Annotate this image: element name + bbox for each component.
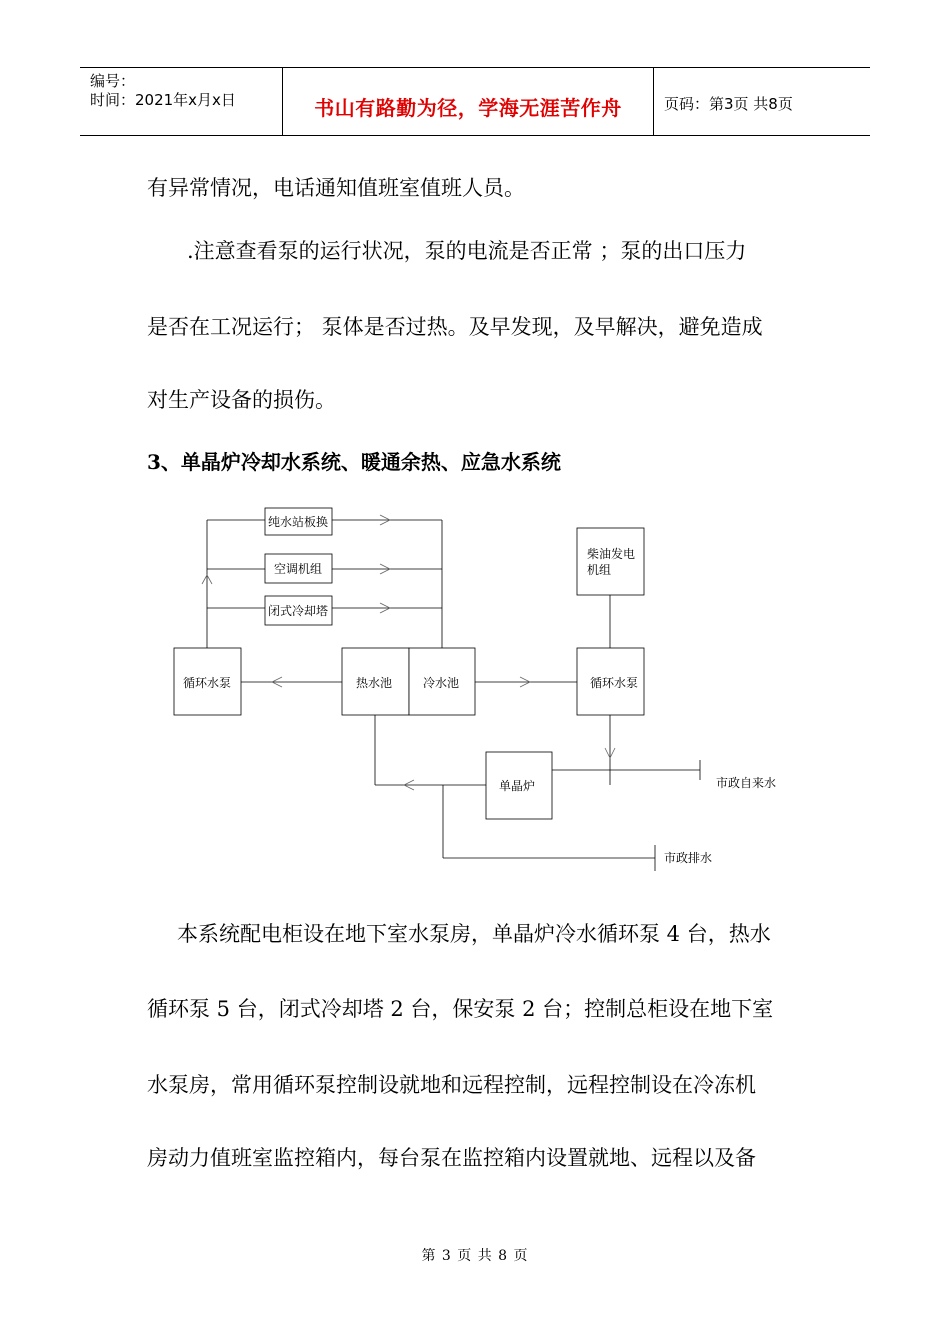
document-number: 编号： bbox=[90, 72, 136, 90]
body-line-7: 水泵房，常用循环泵控制设就地和远程控制，远程控制设在冷冻机 bbox=[147, 1073, 756, 1097]
body-line-2: .注意查看泵的运行状况，泵的电流是否正常 ；泵的出口压力 bbox=[187, 239, 747, 263]
pump-right-label: 循环水泵 bbox=[589, 676, 639, 690]
page-footer: 第 3 页 共 8 页 bbox=[421, 1248, 529, 1264]
body-line-4: 对生产设备的损伤。 bbox=[147, 388, 336, 412]
diesel-label-2: 机组 bbox=[587, 563, 612, 577]
diesel-generator-box bbox=[577, 528, 644, 595]
cold-pool-label: 冷水池 bbox=[422, 676, 460, 690]
cooling-tower-label: 闭式冷却塔 bbox=[267, 604, 329, 618]
pump-left-label: 循环水泵 bbox=[182, 676, 232, 690]
city-water-label: 市政自来水 bbox=[716, 776, 777, 790]
furnace-label: 单晶炉 bbox=[498, 779, 536, 793]
body-line-1: 有异常情况，电话通知值班室值班人员。 bbox=[147, 176, 525, 200]
city-drain-label: 市政排水 bbox=[664, 851, 713, 865]
section-heading: 3、单晶炉冷却水系统、暖通余热、应急水系统 bbox=[147, 450, 561, 474]
body-line-8: 房动力值班室监控箱内，每台泵在监控箱内设置就地、远程以及备 bbox=[147, 1146, 756, 1170]
pure-water-label: 纯水站板换 bbox=[267, 515, 329, 529]
page-header bbox=[80, 67, 870, 136]
ac-unit-label: 空调机组 bbox=[273, 562, 323, 576]
body-line-6: 循环泵 5 台，闭式冷却塔 2 台，保安泵 2 台；控制总柜设在地下室 bbox=[147, 997, 774, 1021]
body-line-3: 是否在工况运行； 泵体是否过热。及早发现，及早解决，避免造成 bbox=[147, 315, 763, 339]
header-page-code: 页码：第3页 共8页 bbox=[664, 95, 793, 113]
body-line-5: 本系统配电柜设在地下室水泵房，单晶炉冷水循环泵 4 台，热水 bbox=[177, 922, 771, 946]
header-motto-cell bbox=[282, 68, 654, 135]
header-motto: 书山有路勤为径，学海无涯苦作舟 bbox=[314, 96, 622, 120]
document-date: 时间：2021年x月x日 bbox=[90, 91, 236, 109]
water-system-diagram bbox=[150, 495, 800, 895]
header-meta bbox=[80, 68, 282, 135]
hot-pool-label: 热水池 bbox=[355, 676, 393, 690]
diesel-label-1: 柴油发电 bbox=[587, 547, 636, 561]
